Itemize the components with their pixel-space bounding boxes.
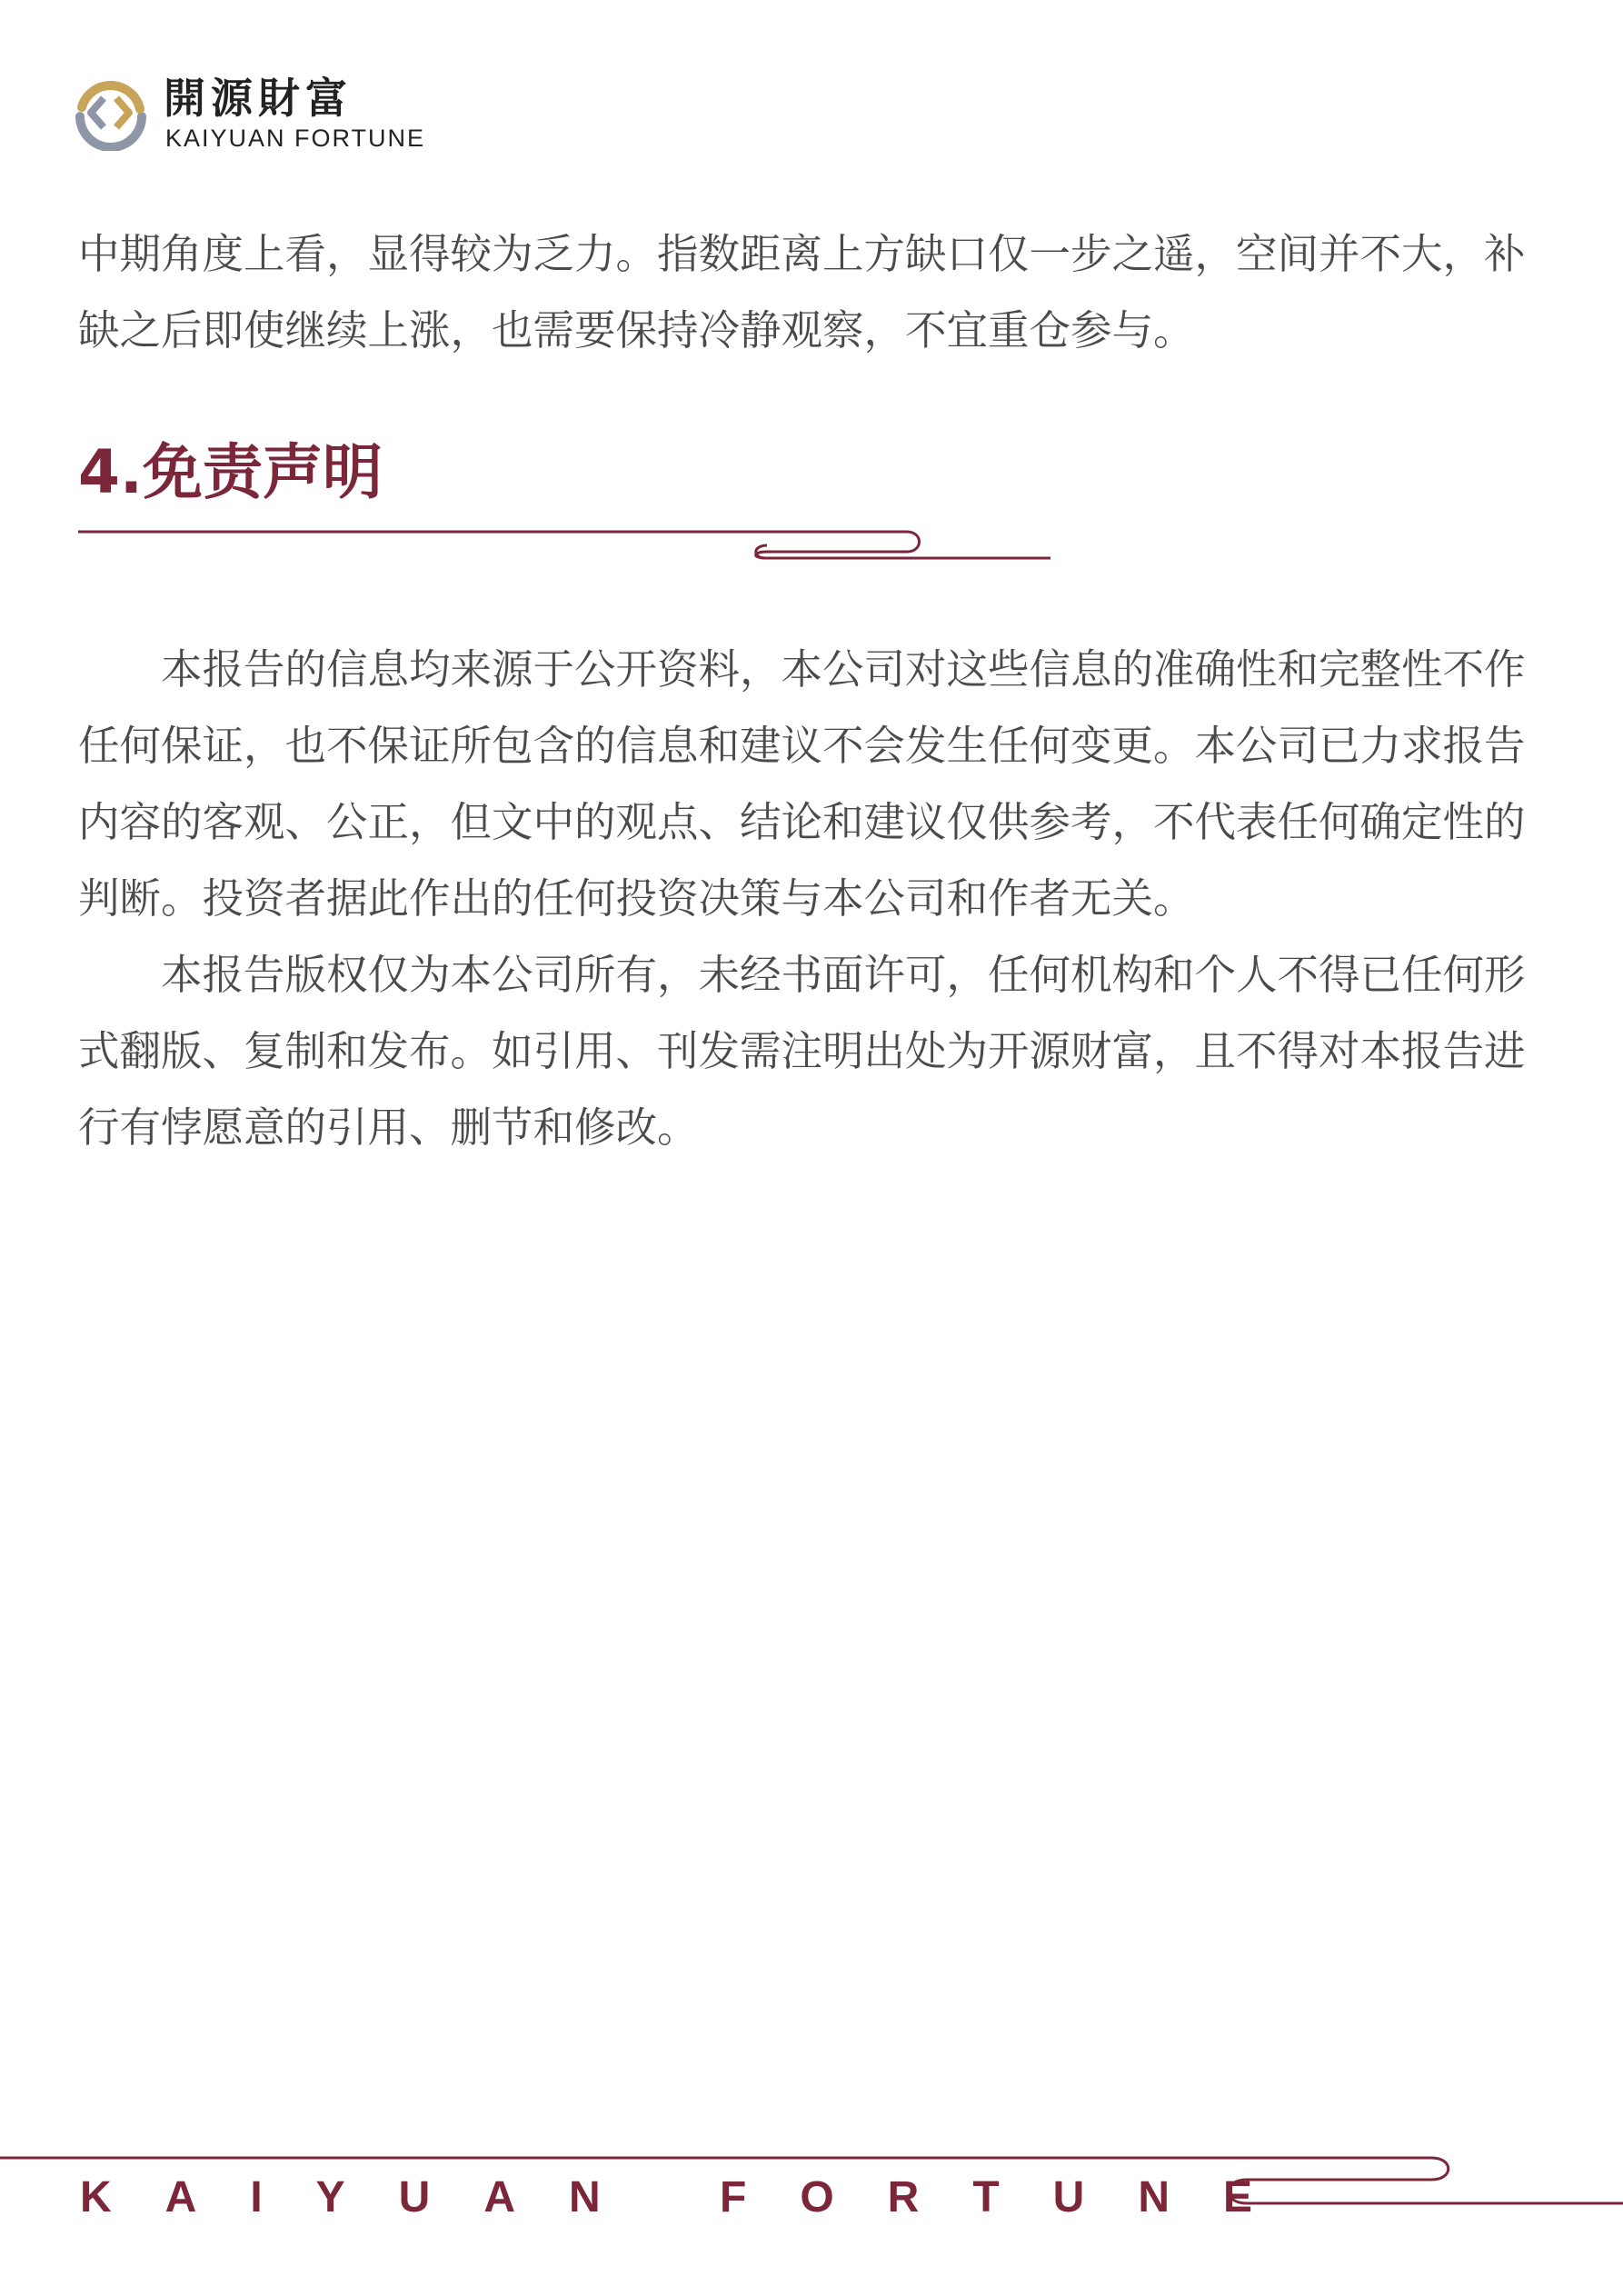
footer-brand-text: KAIYUAN FORTUNE bbox=[80, 2173, 1306, 2221]
intro-paragraph: 中期角度上看，显得较为乏力。指数距离上方缺口仅一步之遥，空间并不大，补缺之后即使继续上涨，也需要保持冷静观察，不宜重仓参与。 bbox=[78, 230, 1526, 354]
disclaimer-paragraph: 本报告版权仅为本公司所有，未经书面许可，任何机构和个人不得已任何形式翻版、复制和发布。如引用、刊发需注明出处为开源财富，且不得对本报告进行有悖愿意的引用、删节和修改。 bbox=[78, 951, 1526, 1152]
company-logo bbox=[73, 73, 454, 155]
logo-chinese-name: 開源財富 bbox=[164, 74, 353, 123]
disclaimer-paragraph: 本报告的信息均来源于公开资料，本公司对这些信息的准确性和完整性不作任何保证，也不保证所包含的信息和建议不会发生任何变更。本公司已力求报告内容的客观、公正，但文中的观点、结论和建议仅供参考，不代表任何确定性的判断。投资者据此作出的任何投资决策与本公司和作者无关。 bbox=[78, 645, 1526, 923]
disclaimer-body bbox=[78, 632, 1543, 1166]
logo-english-name: KAIYUAN FORTUNE bbox=[165, 125, 426, 152]
kaiyuan-logo-icon bbox=[73, 75, 149, 151]
section-title: 4.免责声明 bbox=[78, 437, 383, 507]
section-divider bbox=[78, 527, 1060, 573]
